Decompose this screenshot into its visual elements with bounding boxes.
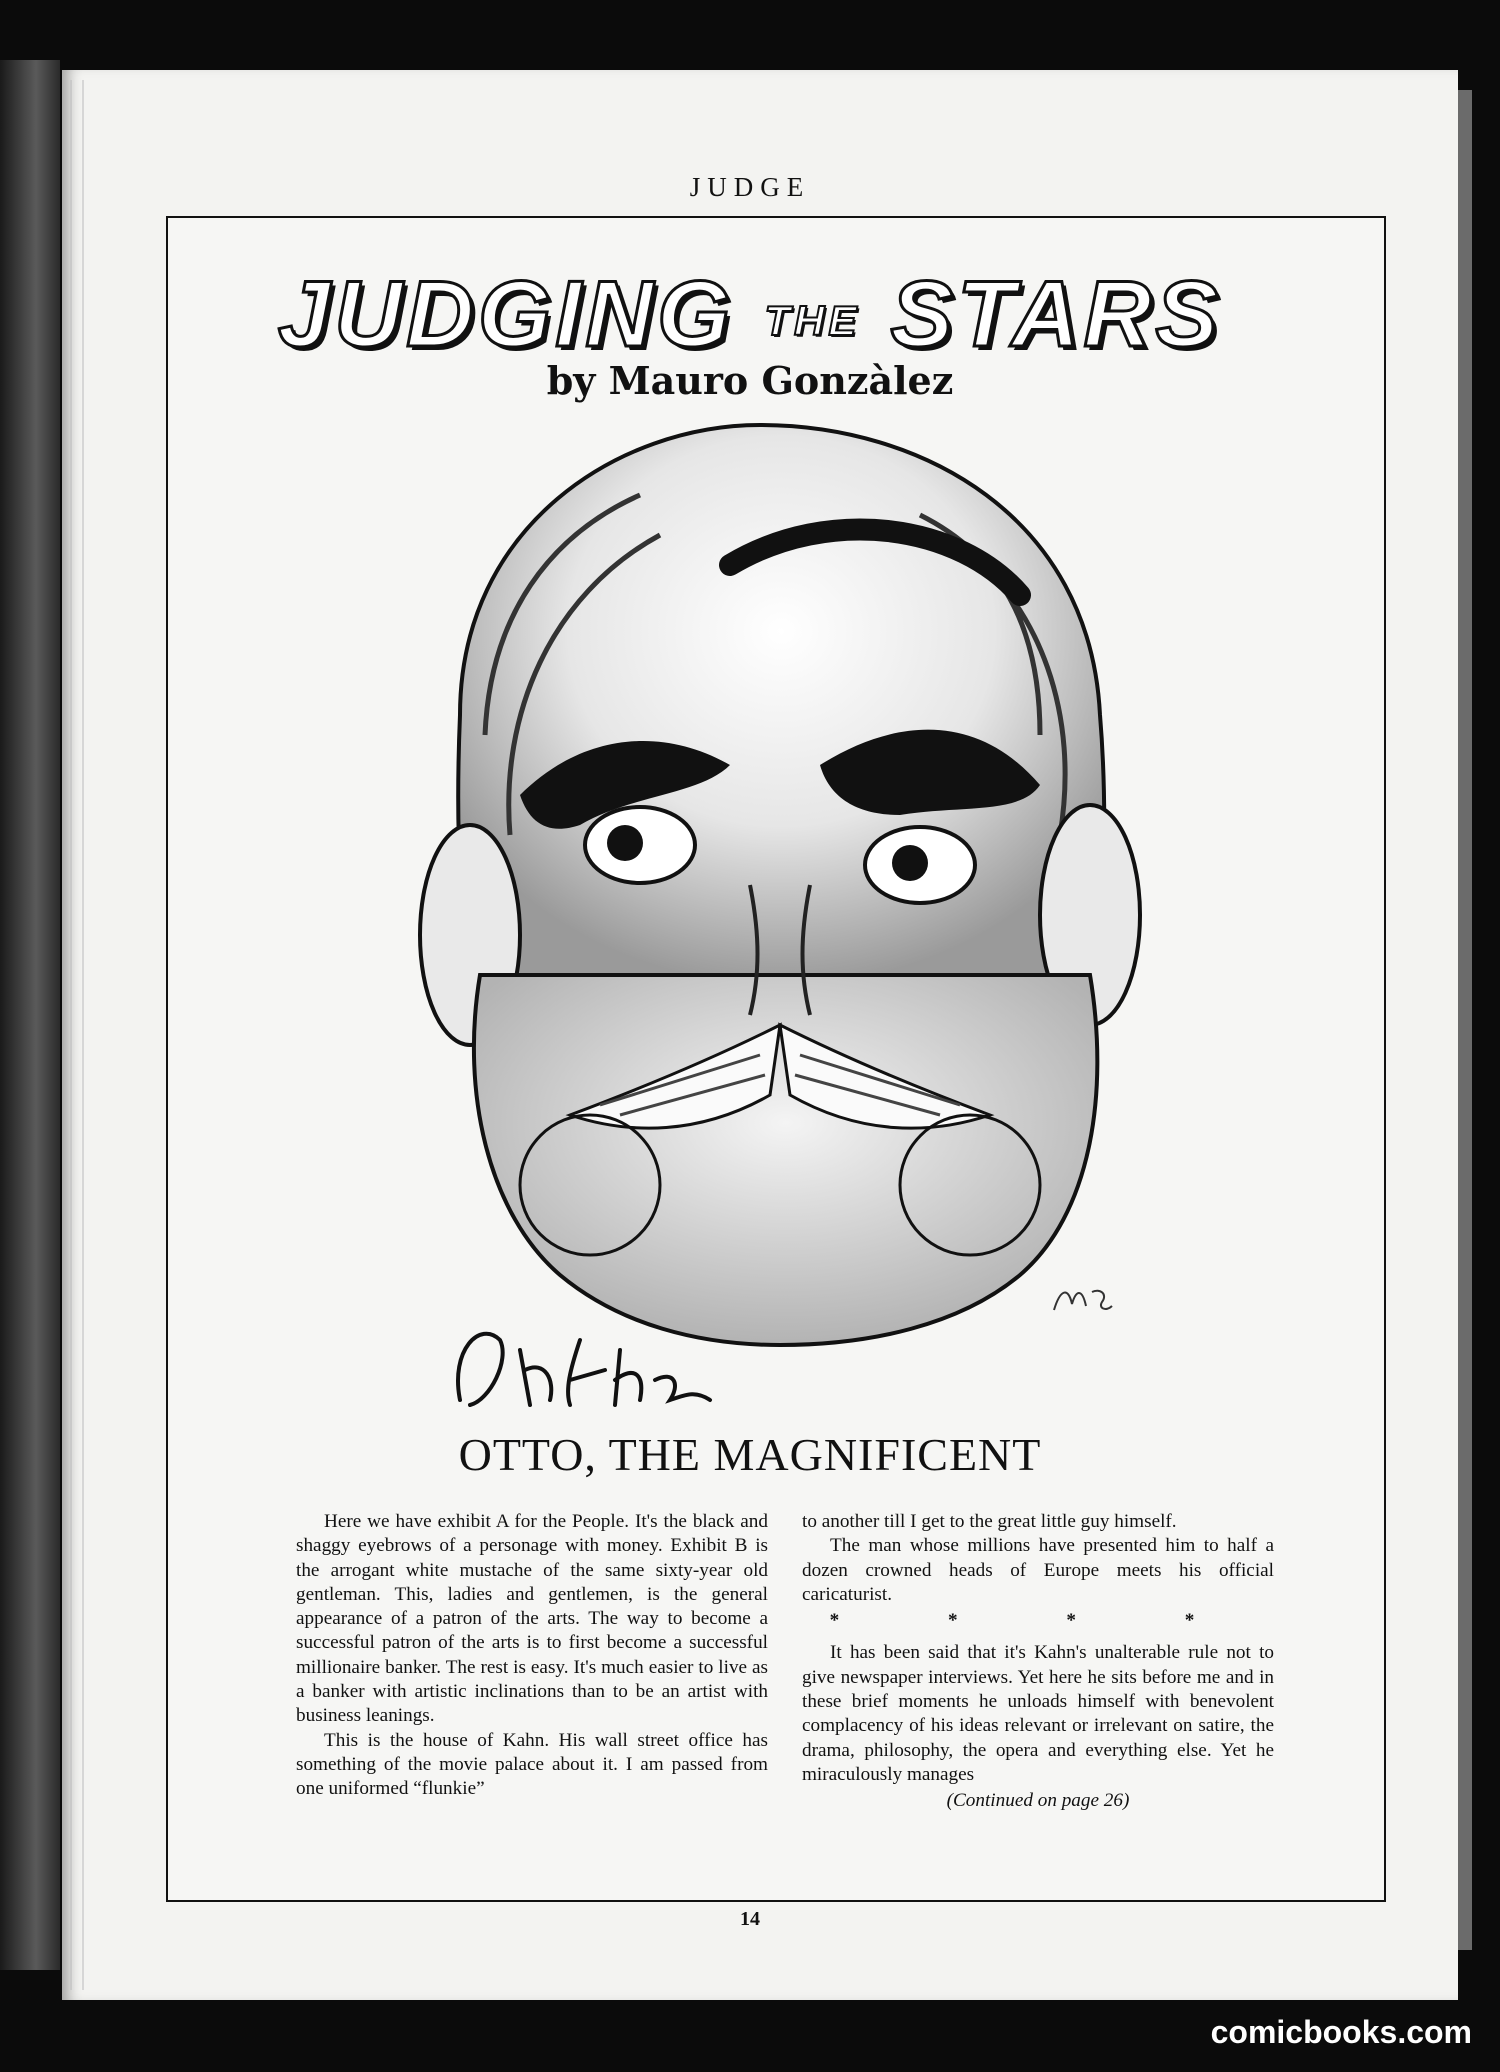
continued-note: (Continued on page 26) [946,1790,1130,1812]
paragraph: The man whose millions have presented him to half a dozen crowned heads of Europe meets his official caricaturist. [802,1535,1274,1605]
artist-monogram [1050,1280,1116,1320]
article-headline: OTTO, THE MAGNIFICENT [458,1429,1042,1480]
paragraph: Here we have exhibit A for the People. It's the black and shaggy eyebrows of a personage with money. Exhibit B is the arrogant white mustache of the same sixty-year old gentleman. This, ladies and gentlemen, is the general appearance of a patron of the arts. The way to become a successful patron of the arts is to first become a successful millionaire banker. The rest is easy. It's much easier to live as a banker with artistic inclinations than to be an artist with business leanings. [296,1511,768,1727]
caricature-illustration [400,415,1160,1415]
paragraph: It has been said that it's Kahn's unalterable rule not to give newspaper interviews. Yet here he sits before me and in these brief moments he unloads himself with benevolent complacency of his ideas relevant or irrelevant on satire, the drama, philosophy, the opera and everything else. Yet he miraculously manages [802,1642,1274,1785]
banner-word-stars: STARS [890,261,1223,366]
paragraph: This is the house of Kahn. His wall street office has something of the movie palace about it. I am passed from one uniformed “flunkie” [296,1729,768,1800]
head-dome [458,425,1104,1015]
banner-word-judging: JUDGING [277,261,735,366]
page-number: 14 [740,1908,760,1930]
autograph-signature [440,1310,720,1420]
section-separator: * * * * [829,1610,1247,1632]
feature-banner [0,260,1500,368]
article-column-right [802,1510,1274,1814]
banner-word-the: THE [764,297,861,345]
article-column-left [296,1510,768,1802]
paragraph: to another till I get to the great little guy himself. [802,1511,1177,1532]
byline: by Mauro Gonzàlez [546,358,954,403]
source-watermark[interactable]: comicbooks.com [1210,2014,1472,2050]
masthead: JUDGE [689,172,811,202]
